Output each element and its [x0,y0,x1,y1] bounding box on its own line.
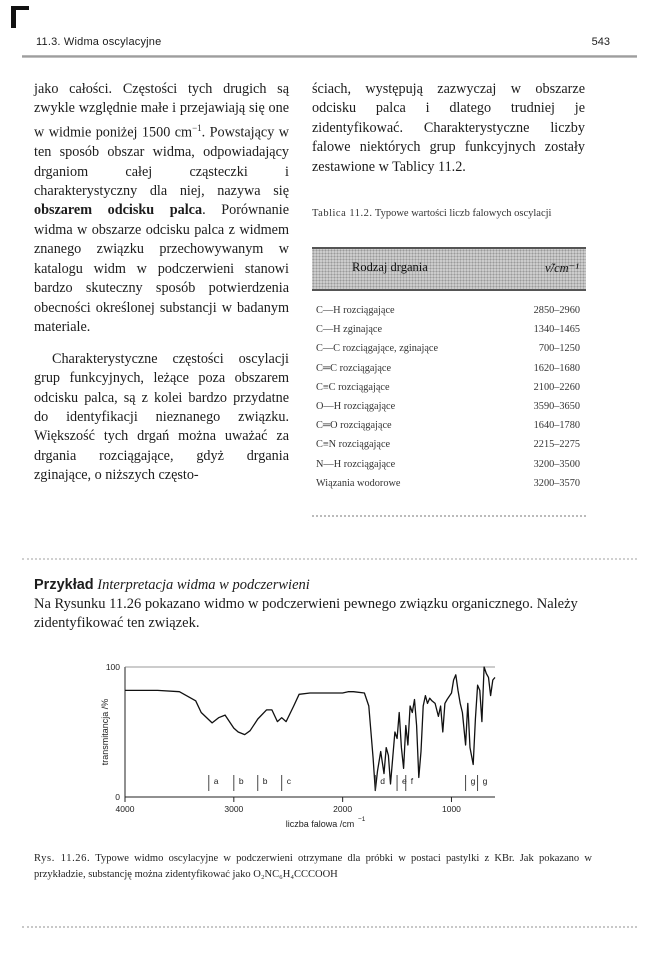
header-rule [22,55,637,58]
table-header [312,247,586,291]
term-fingerprint: obszarem odcisku palca [34,202,203,219]
peak-label: a [213,776,219,786]
wavenumber-range: 2850–2960 [533,305,580,316]
right-paragraph-1: ściach, występują zazwyczaj w obszarze odcisku palca i dlatego trudniej je zidentyfikować. Charakterystyczne liczby falowe niektórych grup funkcyjnych zostały zestawione w Tablicy 11.2. [312,81,585,175]
wavenumber-range: 2100–2260 [533,381,580,393]
vibration-type: N—H rozciągające [316,458,396,470]
wavenumber-range: 3200–3570 [533,477,580,489]
table-row [312,320,586,339]
wavenumber-range: 1340–1465 [533,324,580,336]
example-title: Interpretacja widma w podczerwieni [97,577,310,593]
table-body [312,291,586,493]
wavenumber-table [312,247,586,493]
wavenumber-range: 3590–3650 [533,400,580,412]
x-tick-label: 3000 [224,804,244,814]
figure-caption [34,851,592,883]
example-text: Na Rysunku 11.26 pokazano widmo w podczerwieni pewnego związku organicznego. Należy zidentyfikować ten związek. [34,596,578,631]
table-header-vibration: Rodzaj drgania [352,260,428,274]
y-axis-label: transmitancja /% [100,698,110,766]
x-axis-label: liczba falowa /cm [285,819,355,829]
vibration-type: C≡N rozciągające [316,439,391,451]
table-caption [312,206,586,221]
x-tick-label: 4000 [115,804,135,814]
vibration-type: C—C rozciągające, zginające [316,343,439,355]
y-tick-label: 0 [115,792,120,802]
table-row [312,455,586,474]
section-separator [22,558,637,560]
peak-label: c [286,776,291,786]
wavenumber-range: 1620–1680 [533,362,580,374]
left-paragraph-2: Charakterystyczne częstości oscylacji grup funkcyjnych, leżące poza obszarem odcisku palca, są z kolei bardzo przydatne do identyfikacji nieznanego związku. Większość tych drgań można uważać za drgania rozciągające, gdyż drgania zginające, o niższych często- [34,350,289,484]
example-heading [34,576,604,595]
table-row [312,359,586,378]
page-number: 543 [591,36,610,48]
vibration-type: O—H rozciągające [316,400,396,412]
wavenumber-range: 700–1250 [538,343,580,355]
section-title: 11.3. Widma oscylacyjne [36,36,162,48]
table-row [312,435,586,454]
figure-label: Rys. 11.26. [34,853,91,864]
table-caption-text: Typowe wartości liczb falowych oscylacji [374,208,552,219]
vibration-type: C—H rozciągające [316,305,395,316]
x-tick-label: 1000 [442,804,461,814]
table-row [312,301,586,320]
table-row [312,397,586,416]
left-column [34,80,289,486]
spectrum-line [125,667,495,791]
example-label: Przykład [34,577,94,593]
vibration-type: C═O rozciągające [316,420,392,432]
crop-mark [11,6,16,28]
left-paragraph-1: jako całości. Częstości tych drugich są zwykle względnie małe i przejawiają się one w widmie poniżej 1500 $cm^{-1}$. Powstający w ten sposób obszar widma, odpowiadający drganiom całej cząsteczki i charakterystyczny dla niej, nazywa się obszarem odcisku palca. Porównanie widma w obszarze odcisku palca z widmem znanego związku przechowywanym w katalogu widm w podczerwieni stanowi bardzo skuteczny sposób potwierdzenia obecności określonej substancji w badanym materiale. [34,81,289,336]
vibration-type: C≡C rozciągające [316,381,390,393]
table-header-wavenumber: ν̃/cm⁻¹ [545,261,579,275]
peak-label: e [402,776,407,786]
wavenumber-range: 1640–1780 [533,420,580,432]
ir-spectrum-chart [90,655,510,835]
table-row [312,416,586,435]
figure-caption-text: Typowe widmo oscylacyjne w podczerwieni otrzymane dla próbki w postaci pastylki z KBr. Jak pokazano w przykładzie, substancję można zidentyfikować jako O₂NC₆H₄CCCOOH [34,853,592,880]
peak-label: g [482,776,488,786]
table-row [312,474,586,493]
x-tick-label: 2000 [333,804,353,814]
example-block [34,576,604,633]
peak-label: b [238,776,244,786]
vibration-type: C═C rozciągające [316,362,392,374]
table-row [312,339,586,358]
table-row [312,378,586,397]
wavenumber-range: 2215–2275 [533,439,580,451]
peak-label: d [380,776,386,786]
peak-label: g [470,776,476,786]
peak-label: f [410,776,414,786]
table-caption-label: Tablica 11.2. [312,208,373,219]
y-tick-label: 100 [105,662,120,672]
wavenumber-range: 3200–3500 [533,458,580,470]
vibration-type: Wiązania wodorowe [316,477,401,489]
vibration-type: C—H zginające [316,324,383,336]
right-column [312,80,585,177]
table-bottom-rule [312,515,586,519]
peak-label: b [262,776,268,786]
footer-rule [22,926,637,928]
x-axis-label-superscript: −1 [358,816,366,823]
